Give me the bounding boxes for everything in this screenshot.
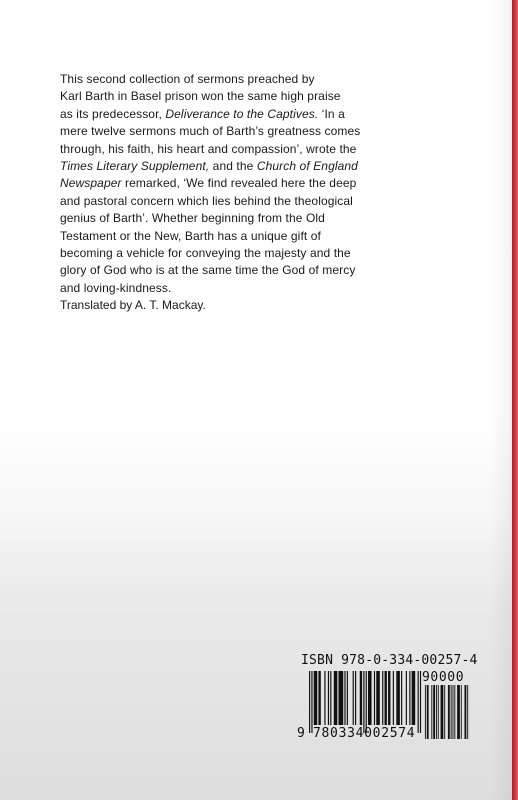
blurb-text: This second collection of sermons preached by (60, 72, 315, 86)
blurb-text: becoming a vehicle for conveying the majesty and the (60, 246, 351, 261)
ean-first-digit: 9 (297, 726, 305, 741)
barcode-bar (339, 671, 344, 725)
barcode-bar (431, 685, 432, 739)
addon-barcode (424, 685, 472, 741)
barcode-bar (409, 671, 410, 725)
barcode-bar (334, 671, 338, 725)
barcode-bar (427, 685, 429, 739)
barcode-bar (393, 671, 394, 725)
barcode-bar (382, 671, 383, 725)
barcode-bar (441, 685, 444, 739)
barcode-bar (353, 671, 354, 725)
blurb-line (60, 245, 490, 262)
blurb-text: and the (209, 159, 257, 174)
barcode-bar (366, 671, 367, 733)
barcode-bar (433, 685, 435, 739)
blurb-text: remarked, ‘We find revealed here the deep (121, 176, 357, 191)
blurb-line (60, 228, 490, 245)
isbn-label: ISBN 978-0-334-00257-4 (301, 653, 478, 668)
barcode-bar (436, 685, 437, 739)
barcode-bar (451, 685, 452, 739)
blurb-text: Karl Barth in Basel prison won the same high praise (60, 89, 341, 104)
blurb-text: Testament or the New, Barth has a unique gift of (60, 228, 321, 243)
blurb-line (60, 262, 490, 279)
barcode-bar (467, 685, 468, 739)
blurb-line (60, 106, 490, 123)
barcode-bar (420, 671, 421, 733)
barcode-bar (454, 685, 455, 739)
barcode-bar (448, 685, 450, 739)
blurb-line (60, 193, 490, 210)
barcode-bar (368, 671, 372, 725)
blurb-text: genius of Barth’. Whether beginning from the Old (60, 211, 325, 226)
translator-credit: Translated by A. T. Mackay. (60, 298, 206, 312)
barcode-bar (363, 671, 364, 733)
barcode-bar (396, 671, 400, 725)
blurb-line (60, 280, 490, 297)
barcode-bar (453, 685, 454, 739)
barcode-bar (461, 685, 462, 739)
barcode-bar (374, 671, 375, 725)
barcode-bar (355, 671, 356, 725)
barcode-bar (318, 671, 320, 725)
blurb-text: through, his faith, his heart and compassion’, wrote the (60, 141, 357, 156)
barcode-bar (406, 671, 407, 725)
barcode-bar (347, 671, 348, 725)
barcode-bar (418, 671, 419, 733)
italic-title: Deliverance to the Captives. (165, 106, 319, 121)
blurb-paragraph (60, 71, 490, 297)
barcode-bar (464, 685, 466, 739)
blurb-line (60, 88, 490, 105)
barcode-bar (438, 685, 439, 739)
barcode-bar (388, 671, 390, 725)
blurb-line (60, 175, 490, 192)
blurb-text: as its predecessor, (60, 106, 166, 121)
barcode-bar (457, 685, 460, 739)
barcode-bar (360, 671, 362, 725)
barcode-bar (376, 671, 380, 725)
blurb-text: mere twelve sermons much of Barth’s greatness comes (60, 124, 361, 139)
barcode-bar (344, 671, 345, 725)
barcode-bar (425, 685, 426, 739)
blurb-line (60, 71, 490, 88)
barcode-bar (309, 671, 310, 733)
barcode-bar (330, 671, 331, 725)
ean-digits: 780334002574 (313, 726, 416, 741)
blurb-line (60, 141, 490, 158)
blurb-text: ‘In a (318, 106, 345, 121)
spine-shadow (490, 0, 512, 800)
italic-title: Church of England (256, 159, 358, 174)
blurb-text: and pastoral concern which lies behind the theological (60, 193, 353, 208)
barcode-bar (314, 671, 318, 725)
barcode-bar (444, 685, 445, 739)
blurb-line (60, 158, 490, 175)
barcode-bar (328, 671, 329, 725)
barcode-bar (401, 671, 402, 725)
blurb-text: glory of God who is at the same time the God of mercy (60, 263, 356, 278)
blurb-line (60, 210, 490, 227)
italic-title: Newspaper (60, 176, 122, 191)
barcode-bar (324, 671, 325, 725)
barcode-bar (412, 671, 416, 725)
barcode-bar (311, 671, 312, 733)
price-addon-digits: 90000 (422, 670, 465, 685)
italic-title: Times Literary Supplement, (60, 159, 210, 174)
blurb-line (60, 123, 490, 140)
barcode-bar (385, 671, 387, 725)
blurb-text: and loving-kindness. (60, 280, 172, 295)
spine-red-stripe (512, 0, 518, 800)
